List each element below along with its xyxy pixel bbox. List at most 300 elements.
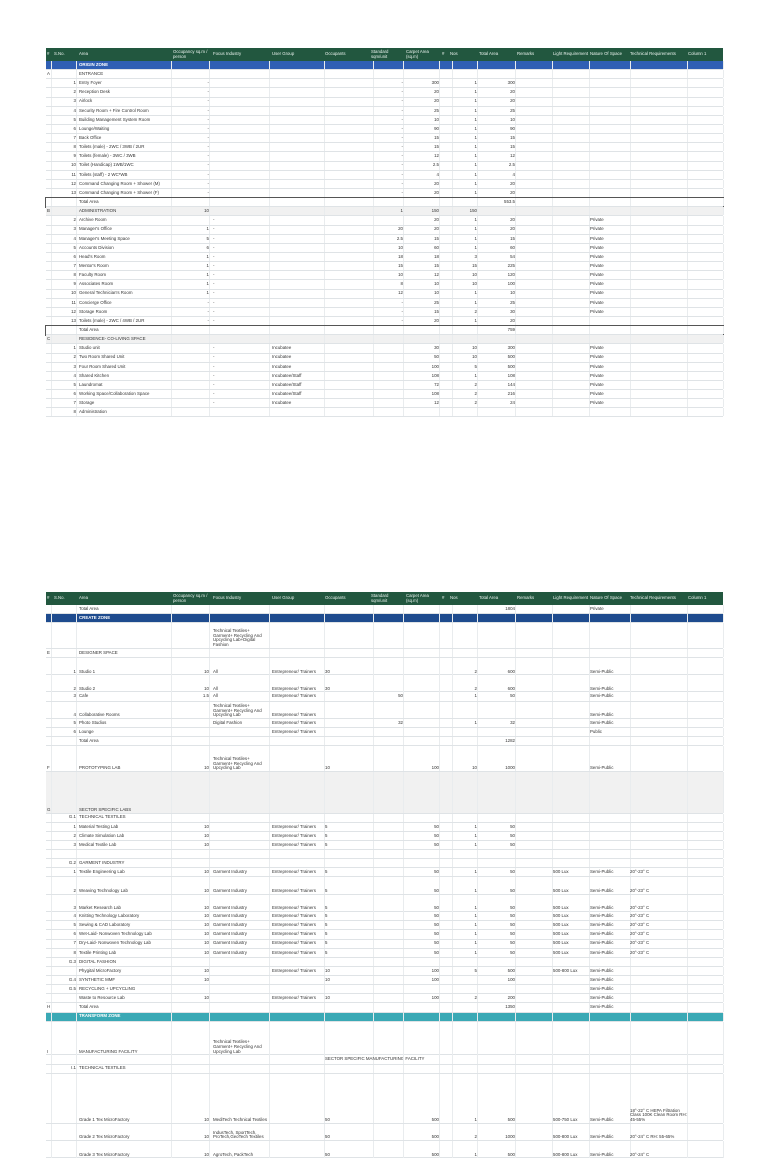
cell-ca[interactable]: 150 (406, 207, 440, 215)
cell-s[interactable]: 7 (54, 134, 77, 142)
cell-c1[interactable] (688, 354, 724, 362)
cell-a[interactable]: Studio unit (79, 344, 172, 352)
cell-oc[interactable] (325, 180, 374, 188)
cell-g[interactable] (47, 850, 52, 858)
cell-l[interactable] (553, 290, 590, 298)
cell-l[interactable] (553, 958, 590, 966)
cell-n[interactable]: 1 (450, 1141, 478, 1158)
cell-ca[interactable] (406, 958, 440, 966)
cell-oc[interactable] (325, 189, 374, 197)
cell-st[interactable] (371, 1003, 404, 1011)
cell-o[interactable] (173, 958, 210, 966)
cell-ns[interactable] (590, 125, 631, 133)
cell-n[interactable]: 3 (450, 253, 478, 261)
cell-c1[interactable] (688, 930, 724, 938)
cell-u[interactable] (272, 207, 325, 215)
cell-ns[interactable]: Private (590, 290, 631, 298)
cell-f[interactable]: Garment Industry (213, 949, 270, 957)
cell-s[interactable] (54, 967, 77, 975)
cell-n[interactable] (450, 61, 478, 69)
cell-o[interactable] (173, 772, 210, 813)
cell-s[interactable]: 13 (54, 189, 77, 197)
cell-ta[interactable]: 2.5 (479, 162, 516, 170)
cell-a[interactable]: Total Area (79, 1003, 172, 1011)
cell-ta[interactable]: 20 (479, 317, 516, 325)
cell-a[interactable]: Storage Room (79, 308, 172, 316)
column-header[interactable]: # (47, 51, 50, 57)
cell-ns[interactable]: Semi-Public (590, 868, 631, 876)
cell-g[interactable] (47, 895, 52, 912)
cell-t[interactable] (630, 216, 688, 224)
cell-rm[interactable] (517, 692, 553, 700)
cell-o[interactable] (173, 649, 210, 657)
cell-n[interactable] (450, 1003, 478, 1011)
cell-st[interactable] (371, 363, 404, 371)
cell-n[interactable] (450, 728, 478, 736)
cell-n[interactable] (450, 408, 478, 416)
cell-l[interactable] (553, 363, 590, 371)
cell-l[interactable] (553, 841, 590, 849)
cell-ns[interactable] (590, 859, 631, 867)
cell-f[interactable]: Technical Textiles+ Garment+ Recycling And Upcycling Lab (213, 702, 270, 719)
cell-f[interactable]: - (213, 216, 270, 224)
cell-u[interactable] (272, 985, 325, 993)
cell-ca[interactable] (406, 605, 440, 613)
cell-a[interactable]: Entry Foyer (79, 79, 172, 87)
cell-t[interactable] (630, 253, 688, 261)
cell-n[interactable] (450, 976, 478, 984)
cell-oc[interactable] (325, 171, 374, 179)
cell-g[interactable] (47, 125, 52, 133)
cell-st[interactable] (371, 737, 404, 745)
cell-n[interactable]: 1 (450, 921, 478, 929)
cell-u[interactable] (272, 859, 325, 867)
cell-rm[interactable] (517, 290, 553, 298)
cell-g[interactable] (47, 98, 52, 106)
cell-ca[interactable]: 50 (406, 912, 440, 920)
cell-n[interactable]: 1 (450, 88, 478, 96)
cell-ca[interactable] (406, 772, 440, 813)
cell-ns[interactable]: Private (590, 216, 631, 224)
cell-rm[interactable] (517, 623, 553, 648)
cell-a[interactable]: Lounge/Waiting (79, 125, 172, 133)
cell-a[interactable]: ENTRANCE (79, 70, 172, 78)
cell-u[interactable] (272, 772, 325, 813)
cell-o[interactable]: - (173, 171, 210, 179)
cell-n[interactable]: 1 (450, 1074, 478, 1123)
cell-st[interactable] (371, 1055, 404, 1063)
cell-n[interactable]: 10 (450, 746, 478, 771)
cell-g[interactable] (47, 930, 52, 938)
cell-ta[interactable]: 24 (479, 399, 516, 407)
cell-f[interactable] (213, 1013, 270, 1021)
cell-ta[interactable] (479, 649, 516, 657)
cell-u[interactable] (272, 958, 325, 966)
cell-g[interactable] (47, 290, 52, 298)
cell-ns[interactable]: Private (590, 363, 631, 371)
cell-ns[interactable] (590, 737, 631, 745)
cell-t[interactable] (630, 116, 688, 124)
cell-u[interactable]: Entrepreneur/ Trainers (272, 940, 325, 948)
cell-u[interactable] (272, 253, 325, 261)
cell-g[interactable] (47, 912, 52, 920)
cell-t[interactable] (630, 675, 688, 692)
cell-s[interactable]: 10 (54, 162, 77, 170)
cell-c1[interactable] (688, 985, 724, 993)
cell-st[interactable] (371, 976, 404, 984)
cell-c1[interactable] (688, 1065, 724, 1073)
cell-ca[interactable]: 108 (406, 372, 440, 380)
cell-c1[interactable] (688, 198, 724, 206)
cell-f[interactable] (213, 850, 270, 858)
cell-oc[interactable] (325, 162, 374, 170)
cell-oc[interactable]: 5 (325, 949, 374, 957)
cell-s[interactable]: I.1 (54, 1065, 77, 1073)
cell-t[interactable] (630, 841, 688, 849)
cell-u[interactable] (272, 1141, 325, 1158)
cell-ta[interactable]: 20 (479, 88, 516, 96)
cell-o[interactable] (173, 1055, 210, 1063)
cell-ns[interactable]: Private (590, 244, 631, 252)
cell-s[interactable]: 2 (54, 216, 77, 224)
cell-st[interactable]: - (371, 152, 404, 160)
cell-c1[interactable] (688, 746, 724, 771)
cell-s[interactable]: 3 (54, 226, 77, 234)
cell-st[interactable]: 32 (371, 719, 404, 727)
cell-ca[interactable]: 100 (406, 967, 440, 975)
cell-rm[interactable] (517, 921, 553, 929)
cell-c1[interactable] (688, 912, 724, 920)
cell-o[interactable]: 10 (173, 823, 210, 831)
cell-oc[interactable] (325, 152, 374, 160)
cell-c1[interactable] (688, 1055, 724, 1063)
cell-st[interactable] (371, 372, 404, 380)
cell-ca[interactable]: 15 (406, 143, 440, 151)
cell-n[interactable] (450, 737, 478, 745)
cell-f[interactable] (213, 98, 270, 106)
cell-l[interactable] (553, 985, 590, 993)
cell-f[interactable] (213, 125, 270, 133)
cell-st[interactable]: - (371, 79, 404, 87)
cell-g[interactable] (47, 79, 52, 87)
cell-ta[interactable] (479, 614, 516, 622)
cell-o[interactable]: 5 (173, 235, 210, 243)
cell-a[interactable]: Laundromat (79, 381, 172, 389)
cell-s[interactable]: 5 (54, 244, 77, 252)
cell-c1[interactable] (688, 61, 724, 69)
cell-c1[interactable] (688, 958, 724, 966)
cell-n[interactable]: 1 (450, 832, 478, 840)
cell-rm[interactable] (517, 832, 553, 840)
cell-ns[interactable] (590, 623, 631, 648)
cell-rm[interactable] (517, 649, 553, 657)
cell-rm[interactable] (517, 162, 553, 170)
cell-a[interactable]: RECYCLING + UPCYCLING (79, 985, 172, 993)
cell-u[interactable]: Incubatee/Staff (272, 372, 325, 380)
cell-n[interactable]: 1 (450, 226, 478, 234)
cell-s[interactable] (54, 1141, 77, 1158)
cell-u[interactable] (272, 290, 325, 298)
cell-n[interactable]: 2 (450, 658, 478, 675)
cell-t[interactable] (630, 614, 688, 622)
cell-o[interactable]: 10 (173, 949, 210, 957)
cell-f[interactable] (213, 841, 270, 849)
cell-u[interactable] (272, 308, 325, 316)
cell-o[interactable]: - (173, 152, 210, 160)
cell-u[interactable] (272, 70, 325, 78)
cell-rm[interactable] (517, 985, 553, 993)
cell-f[interactable]: - (213, 299, 270, 307)
cell-st[interactable]: - (371, 116, 404, 124)
cell-rm[interactable] (517, 125, 553, 133)
cell-n[interactable]: 1 (450, 868, 478, 876)
cell-oc[interactable] (325, 326, 374, 334)
cell-t[interactable] (630, 61, 688, 69)
cell-o[interactable]: 1 (173, 253, 210, 261)
cell-l[interactable] (553, 390, 590, 398)
cell-rm[interactable] (517, 216, 553, 224)
cell-o[interactable]: - (173, 107, 210, 115)
cell-l[interactable] (553, 605, 590, 613)
cell-g[interactable]: H (47, 1003, 52, 1011)
cell-o[interactable]: - (173, 125, 210, 133)
cell-a[interactable]: Grade 1 Tex MicroFactory (79, 1074, 172, 1123)
cell-s[interactable]: 6 (54, 390, 77, 398)
cell-l[interactable] (553, 623, 590, 648)
cell-rm[interactable] (517, 877, 553, 894)
cell-u[interactable] (272, 162, 325, 170)
cell-o[interactable]: 10 (173, 976, 210, 984)
cell-u[interactable]: Entrepreneur/ Trainers (272, 921, 325, 929)
cell-u[interactable] (272, 152, 325, 160)
cell-oc[interactable] (325, 814, 374, 822)
cell-n[interactable]: 2 (450, 308, 478, 316)
cell-oc[interactable]: 10 (325, 967, 374, 975)
cell-ns[interactable] (590, 408, 631, 416)
cell-n[interactable]: 1 (450, 180, 478, 188)
cell-o[interactable]: 10 (173, 832, 210, 840)
cell-f[interactable] (213, 958, 270, 966)
cell-rm[interactable] (517, 70, 553, 78)
cell-g[interactable] (47, 88, 52, 96)
cell-rm[interactable] (517, 719, 553, 727)
cell-ta[interactable] (479, 702, 516, 719)
cell-c1[interactable] (688, 143, 724, 151)
cell-c1[interactable] (688, 189, 724, 197)
cell-u[interactable]: Entrepreneur/ Trainers (272, 728, 325, 736)
cell-t[interactable] (630, 985, 688, 993)
cell-ns[interactable]: Semi-Public (590, 985, 631, 993)
cell-n[interactable]: 1 (450, 216, 478, 224)
column-header[interactable]: # (442, 595, 445, 601)
cell-ns[interactable] (590, 162, 631, 170)
cell-ns[interactable]: Private (590, 308, 631, 316)
cell-oc[interactable] (325, 363, 374, 371)
cell-o[interactable]: 10 (173, 912, 210, 920)
column-header[interactable]: Column 1 (688, 51, 707, 57)
cell-oc[interactable]: 5 (325, 868, 374, 876)
cell-ca[interactable]: 15 (406, 262, 440, 270)
cell-s[interactable] (54, 198, 77, 206)
cell-st[interactable]: 8 (371, 280, 404, 288)
cell-ca[interactable]: 12 (406, 152, 440, 160)
cell-f[interactable]: - (213, 354, 270, 362)
cell-c1[interactable] (688, 271, 724, 279)
cell-a[interactable]: Working Space/Collaboration Space (79, 390, 172, 398)
cell-st[interactable]: - (371, 134, 404, 142)
cell-s[interactable]: 3 (54, 363, 77, 371)
cell-g[interactable] (47, 921, 52, 929)
cell-oc[interactable] (325, 226, 374, 234)
cell-ns[interactable]: Semi-Public (590, 675, 631, 692)
cell-ns[interactable] (590, 326, 631, 334)
cell-oc[interactable] (325, 262, 374, 270)
cell-s[interactable] (54, 605, 77, 613)
cell-o[interactable]: 6 (173, 244, 210, 252)
cell-ta[interactable]: 15 (479, 143, 516, 151)
cell-ta[interactable]: 10 (479, 116, 516, 124)
cell-c1[interactable] (688, 98, 724, 106)
cell-oc[interactable] (325, 207, 374, 215)
cell-c1[interactable] (688, 841, 724, 849)
cell-u[interactable] (272, 408, 325, 416)
cell-st[interactable] (371, 772, 404, 813)
cell-t[interactable] (630, 271, 688, 279)
cell-ta[interactable]: 600 (479, 658, 516, 675)
cell-ca[interactable]: 500 (406, 1074, 440, 1123)
cell-a[interactable]: Faculty Room (79, 271, 172, 279)
cell-ca[interactable]: 50 (406, 841, 440, 849)
cell-a[interactable]: Textile Engineering Lab (79, 868, 172, 876)
cell-g[interactable] (47, 308, 52, 316)
cell-ca[interactable]: 100 (406, 746, 440, 771)
cell-ns[interactable] (590, 198, 631, 206)
cell-st[interactable] (371, 728, 404, 736)
cell-f[interactable] (213, 207, 270, 215)
cell-t[interactable] (630, 381, 688, 389)
cell-ta[interactable] (479, 335, 516, 343)
cell-n[interactable]: 15 (450, 262, 478, 270)
cell-t[interactable] (630, 70, 688, 78)
cell-g[interactable] (47, 1013, 52, 1021)
cell-ta[interactable]: 759 (479, 326, 516, 334)
cell-st[interactable] (371, 868, 404, 876)
cell-ca[interactable]: 50 (406, 823, 440, 831)
cell-t[interactable] (630, 299, 688, 307)
cell-g[interactable] (47, 868, 52, 876)
cell-t[interactable] (630, 198, 688, 206)
cell-ns[interactable]: Private (590, 605, 631, 613)
cell-ta[interactable]: 15 (479, 134, 516, 142)
cell-s[interactable] (54, 1003, 77, 1011)
cell-l[interactable] (553, 859, 590, 867)
cell-a[interactable] (79, 850, 172, 858)
cell-s[interactable]: 10 (54, 290, 77, 298)
cell-s[interactable] (54, 850, 77, 858)
cell-u[interactable] (272, 226, 325, 234)
cell-ca[interactable] (406, 1065, 440, 1073)
cell-n[interactable] (450, 958, 478, 966)
cell-g[interactable] (47, 1141, 52, 1158)
cell-rm[interactable] (517, 958, 553, 966)
cell-a[interactable]: Mentor's Room (79, 262, 172, 270)
cell-oc[interactable] (325, 271, 374, 279)
cell-u[interactable]: Entrepreneur/ Trainers (272, 719, 325, 727)
column-header[interactable]: Total Area (479, 51, 499, 57)
cell-g[interactable] (47, 381, 52, 389)
cell-c1[interactable] (688, 180, 724, 188)
cell-l[interactable] (553, 125, 590, 133)
cell-l[interactable] (553, 180, 590, 188)
cell-s[interactable] (54, 772, 77, 813)
cell-oc[interactable]: 30 (325, 658, 374, 675)
cell-st[interactable] (371, 675, 404, 692)
cell-l[interactable] (553, 171, 590, 179)
cell-ca[interactable]: 300 (406, 79, 440, 87)
cell-c1[interactable] (688, 79, 724, 87)
cell-rm[interactable] (517, 317, 553, 325)
cell-a[interactable]: Storage (79, 399, 172, 407)
cell-u[interactable]: Incubatee (272, 363, 325, 371)
cell-n[interactable] (450, 850, 478, 858)
cell-ns[interactable]: Private (590, 399, 631, 407)
cell-st[interactable] (371, 605, 404, 613)
cell-st[interactable] (371, 930, 404, 938)
cell-c1[interactable] (688, 719, 724, 727)
cell-g[interactable] (47, 372, 52, 380)
cell-oc[interactable] (325, 772, 374, 813)
cell-n[interactable] (450, 772, 478, 813)
cell-g[interactable] (47, 614, 52, 622)
cell-c1[interactable] (688, 859, 724, 867)
cell-st[interactable]: - (371, 88, 404, 96)
cell-ns[interactable]: Semi-Public (590, 746, 631, 771)
cell-o[interactable]: - (173, 98, 210, 106)
cell-s[interactable] (54, 1124, 77, 1141)
cell-g[interactable] (47, 134, 52, 142)
cell-rm[interactable] (517, 614, 553, 622)
cell-t[interactable] (630, 692, 688, 700)
cell-a[interactable]: Total Area (79, 198, 172, 206)
cell-c1[interactable] (688, 308, 724, 316)
cell-s[interactable] (54, 61, 77, 69)
cell-c1[interactable] (688, 262, 724, 270)
cell-ta[interactable]: 30 (479, 308, 516, 316)
cell-f[interactable] (213, 61, 270, 69)
cell-u[interactable] (272, 1074, 325, 1123)
cell-ns[interactable] (590, 317, 631, 325)
cell-a[interactable]: Knitting Technology Laboratory (79, 912, 172, 920)
cell-f[interactable]: - (213, 262, 270, 270)
cell-oc[interactable]: 5 (325, 823, 374, 831)
cell-ta[interactable]: 216 (479, 390, 516, 398)
cell-ca[interactable] (406, 859, 440, 867)
cell-g[interactable] (47, 623, 52, 648)
cell-l[interactable] (553, 1065, 590, 1073)
cell-o[interactable]: 1 (173, 271, 210, 279)
cell-st[interactable]: - (371, 162, 404, 170)
cell-u[interactable]: Entrepreneur/ Trainers (272, 949, 325, 957)
cell-ns[interactable] (590, 772, 631, 813)
cell-ca[interactable]: 50 (406, 930, 440, 938)
cell-rm[interactable] (517, 143, 553, 151)
cell-st[interactable] (371, 832, 404, 840)
cell-f[interactable] (213, 162, 270, 170)
column-header[interactable]: Standard sqm/unit (371, 593, 389, 603)
cell-c1[interactable] (688, 675, 724, 692)
cell-g[interactable] (47, 226, 52, 234)
cell-g[interactable] (47, 814, 52, 822)
